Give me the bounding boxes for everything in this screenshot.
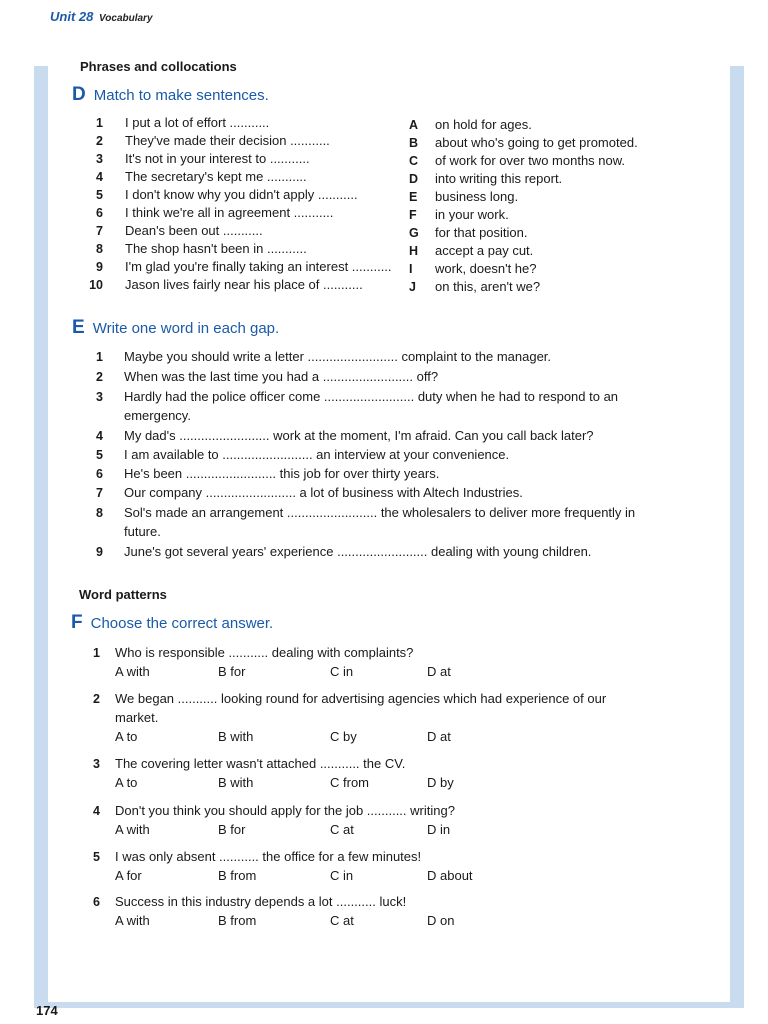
match-stem: It's not in your interest to ........... xyxy=(125,151,310,166)
answer-letter: G xyxy=(409,226,419,240)
item-number: 5 xyxy=(93,850,100,864)
answer-option: A with xyxy=(115,822,150,837)
answer-option: D about xyxy=(427,868,473,883)
item-number: 6 xyxy=(96,467,103,481)
question-text: The covering letter wasn't attached ........... the CV. xyxy=(115,756,406,771)
exercise-e-instruction: Write one word in each gap. xyxy=(92,320,280,337)
gap-sentence: Maybe you should write a letter ......................... complaint to the manager. xyxy=(124,349,552,364)
item-number: 3 xyxy=(96,390,103,404)
question-text: I was only absent ........... the office for a few minutes! xyxy=(115,849,422,864)
match-ending: business long. xyxy=(435,189,519,204)
answer-option: B with xyxy=(218,729,254,744)
question-text: We began ........... looking round for advertising agencies which had experience of our xyxy=(115,691,607,706)
match-ending: on this, aren't we? xyxy=(435,279,541,294)
answer-letter: E xyxy=(409,190,418,204)
answer-option: B with xyxy=(218,775,254,790)
match-stem: The shop hasn't been in ........... xyxy=(125,241,307,256)
item-number: 4 xyxy=(96,429,103,443)
answer-letter: B xyxy=(409,136,419,150)
exercise-d-heading xyxy=(72,84,269,106)
item-number: 3 xyxy=(96,152,103,166)
answer-letter: D xyxy=(409,172,419,186)
item-number: 4 xyxy=(93,804,100,818)
match-ending: in your work. xyxy=(435,207,509,222)
answer-letter: A xyxy=(409,118,419,132)
answer-option: C from xyxy=(330,775,369,790)
item-number: 8 xyxy=(96,242,103,256)
unit-label: Unit 28 xyxy=(50,9,94,24)
item-number: 3 xyxy=(93,757,100,771)
answer-option: D on xyxy=(427,913,455,928)
gap-sentence: Sol's made an arrangement ......................... the wholesalers to deliver more frequently in xyxy=(124,505,636,520)
match-ending: on hold for ages. xyxy=(435,117,532,132)
answer-option: A to xyxy=(115,729,138,744)
answer-option: D in xyxy=(427,822,451,837)
answer-option: D at xyxy=(427,664,451,679)
answer-option: A to xyxy=(115,775,138,790)
item-number: 4 xyxy=(96,170,103,184)
gap-sentence: emergency. xyxy=(124,408,191,423)
match-ending: work, doesn't he? xyxy=(435,261,537,276)
answer-option: D at xyxy=(427,729,451,744)
page-number: 174 xyxy=(36,1003,58,1018)
item-number: 7 xyxy=(96,486,103,500)
word-patterns-title: Word patterns xyxy=(79,587,167,602)
match-stem: Jason lives fairly near his place of ........... xyxy=(125,277,363,292)
gap-sentence: Our company ......................... a lot of business with Altech Industries. xyxy=(124,485,523,500)
gap-sentence: He's been ......................... this job for over thirty years. xyxy=(124,466,440,481)
gap-sentence: June's got several years' experience ......................... dealing with young children. xyxy=(124,544,592,559)
gap-sentence: future. xyxy=(124,524,161,539)
item-number: 8 xyxy=(96,506,103,520)
answer-letter: H xyxy=(409,244,419,258)
item-number: 9 xyxy=(96,545,103,559)
item-number: 1 xyxy=(93,646,100,660)
gap-sentence: When was the last time you had a ......................... off? xyxy=(124,369,439,384)
answer-option: C at xyxy=(330,913,354,928)
item-number: 2 xyxy=(93,692,100,706)
match-stem: The secretary's kept me ........... xyxy=(125,169,307,184)
exercise-f-instruction: Choose the correct answer. xyxy=(90,615,274,632)
gap-sentence: Hardly had the police officer come ......................... duty when he had to respond to an xyxy=(124,389,619,404)
match-stem: I don't know why you didn't apply ........... xyxy=(125,187,358,202)
exercise-e-letter: E xyxy=(72,317,85,338)
item-number: 7 xyxy=(96,224,103,238)
item-number: 1 xyxy=(96,116,103,130)
match-stem: I put a lot of effort ........... xyxy=(125,115,270,130)
item-number: 2 xyxy=(96,370,103,384)
question-text: Success in this industry depends a lot ........... luck! xyxy=(115,894,407,909)
match-ending: about who's going to get promoted. xyxy=(435,135,638,150)
unit-header xyxy=(50,9,153,24)
answer-option: A for xyxy=(115,868,142,883)
answer-letter: F xyxy=(409,208,417,222)
question-text: Who is responsible ........... dealing with complaints? xyxy=(115,645,414,660)
answer-option: B from xyxy=(218,913,257,928)
match-ending: accept a pay cut. xyxy=(435,243,534,258)
item-number: 2 xyxy=(96,134,103,148)
item-number: 6 xyxy=(93,895,100,909)
match-stem: I think we're all in agreement ........... xyxy=(125,205,334,220)
item-number: 6 xyxy=(96,206,103,220)
answer-option: C in xyxy=(330,868,354,883)
phrases-title: Phrases and collocations xyxy=(80,59,237,74)
answer-option: B from xyxy=(218,868,257,883)
answer-option: D by xyxy=(427,775,454,790)
item-number: 10 xyxy=(89,278,103,292)
match-ending: of work for over two months now. xyxy=(435,153,626,168)
exercise-f-letter: F xyxy=(71,612,83,633)
item-number: 5 xyxy=(96,448,103,462)
item-number: 1 xyxy=(96,350,103,364)
match-stem: They've made their decision ........... xyxy=(125,133,330,148)
answer-option: B for xyxy=(218,822,246,837)
answer-letter: I xyxy=(409,262,413,276)
section-label: Vocabulary xyxy=(98,13,153,24)
exercise-f-heading xyxy=(71,612,273,634)
answer-option: C by xyxy=(330,729,357,744)
answer-option: C at xyxy=(330,822,354,837)
gap-sentence: I am available to ......................... an interview at your convenience. xyxy=(124,447,510,462)
answer-option: B for xyxy=(218,664,246,679)
question-text: Don't you think you should apply for the job ........... writing? xyxy=(115,803,455,818)
answer-letter: J xyxy=(409,280,416,294)
match-ending: into writing this report. xyxy=(435,171,563,186)
answer-letter: C xyxy=(409,154,419,168)
gap-sentence: My dad's ......................... work at the moment, I'm afraid. Can you call back later? xyxy=(124,428,594,443)
exercise-e-heading xyxy=(72,317,279,339)
item-number: 5 xyxy=(96,188,103,202)
answer-option: A with xyxy=(115,913,150,928)
match-stem: Dean's been out ........... xyxy=(125,223,263,238)
answer-option: C in xyxy=(330,664,354,679)
item-number: 9 xyxy=(96,260,103,274)
match-ending: for that position. xyxy=(435,225,528,240)
match-stem: I'm glad you're finally taking an interest ........... xyxy=(125,259,392,274)
exercise-d-instruction: Match to make sentences. xyxy=(93,87,269,104)
answer-option: A with xyxy=(115,664,150,679)
exercise-d-letter: D xyxy=(72,84,86,105)
question-text: market. xyxy=(115,710,159,725)
